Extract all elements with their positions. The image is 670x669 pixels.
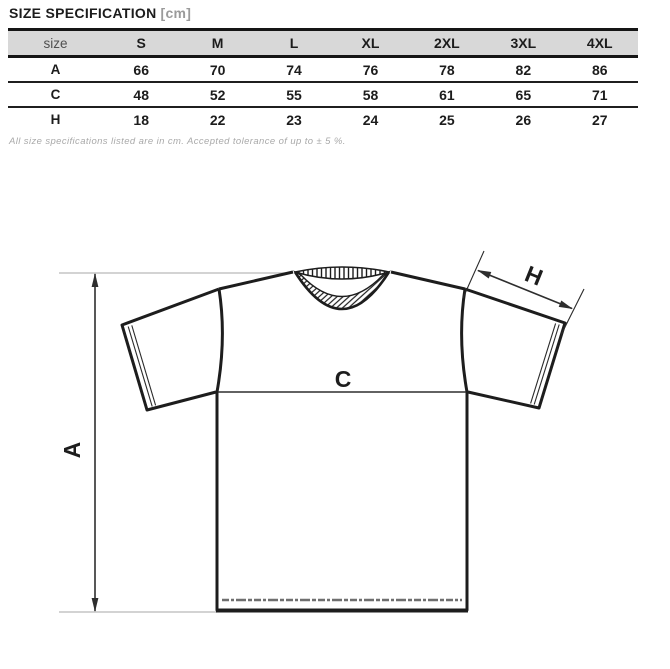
row-label-h: H — [50, 112, 61, 127]
length-measure-arrow — [59, 273, 98, 612]
header-cell-xl: XL — [332, 30, 408, 57]
value-c-xl: 58 — [362, 86, 379, 103]
header-cell-m: M — [179, 30, 255, 57]
value-h-xl: 24 — [362, 111, 379, 128]
label-a: A — [59, 441, 85, 459]
value-a-2xl: 78 — [439, 61, 455, 78]
shirt-body — [216, 272, 468, 611]
row-label-c: C — [50, 87, 61, 102]
value-a-xl: 76 — [362, 61, 379, 78]
right-sleeve — [465, 289, 565, 408]
header-cell-2xl: 2XL — [409, 30, 485, 57]
left-sleeve — [122, 289, 219, 410]
header-cell-size: size — [8, 30, 103, 57]
value-c-s: 48 — [133, 86, 149, 103]
value-h-4xl: 27 — [591, 111, 608, 128]
value-h-l: 23 — [286, 111, 302, 128]
header-cell-4xl: 4XL — [562, 30, 638, 57]
row-label-a: A — [50, 62, 61, 77]
header-cell-s: S — [103, 30, 179, 57]
tolerance-footnote: All size specifications listed are in cm. Accepted tolerance of up to ± 5 %. — [9, 136, 346, 147]
value-c-3xl: 65 — [515, 86, 532, 103]
value-c-2xl: 61 — [439, 86, 455, 103]
header-cell-l: L — [256, 30, 332, 57]
value-h-m: 22 — [209, 111, 226, 128]
page-title-text: SIZE SPECIFICATION — [9, 5, 157, 21]
value-c-4xl: 71 — [591, 86, 608, 103]
value-h-3xl: 26 — [515, 111, 532, 128]
label-c: C — [334, 366, 352, 392]
value-h-s: 18 — [133, 111, 149, 128]
value-h-2xl: 25 — [439, 111, 455, 128]
value-a-l: 74 — [286, 61, 302, 78]
value-c-m: 52 — [209, 86, 226, 103]
value-a-4xl: 86 — [591, 61, 608, 78]
page-title-unit: [cm] — [160, 5, 192, 21]
value-a-3xl: 82 — [515, 61, 532, 78]
value-a-m: 70 — [209, 61, 226, 78]
value-c-l: 55 — [286, 86, 302, 103]
header-cell-3xl: 3XL — [485, 30, 561, 57]
value-a-s: 66 — [133, 61, 149, 78]
label-h: H — [521, 260, 547, 291]
